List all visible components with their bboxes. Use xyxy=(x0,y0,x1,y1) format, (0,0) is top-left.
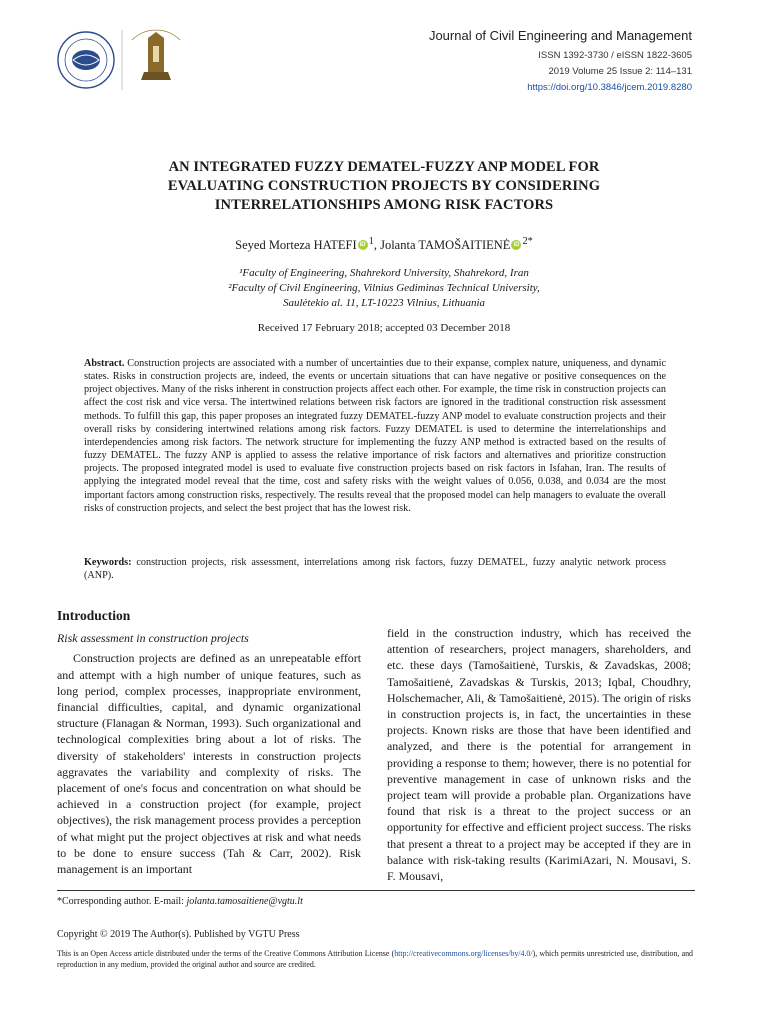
received-dates: Received 17 February 2018; accepted 03 December 2018 xyxy=(257,322,511,334)
subsection-heading: Risk assessment in construction projects xyxy=(57,631,249,646)
abstract-text: Construction projects are associated with a number of uncertainties due to their expanse, complex nature, uniqueness, and dynamic states. Risks in construction projects are, indeed, the events or uncertain situations that can have negative or positive consequences on the project objectives. Many of the risks inherent in construction projects affect each other. For example, the time risk in construction projects can affect the cost risk and vice versa. The intertwined relations between risk factors are ignored in the traditional construction risk assessment methods. To fulfill this gap, this paper proposes an integrated fuzzy DEMATEL-fuzzy ANP model to evaluate construction projects and their overall risks by considering intertwined relations among risk factors. Fuzzy DEMATEL is used to determine the interrelationships and interdependencies among risk factors. The network structure for implementing the fuzzy ANP method is extracted based on the results of fuzzy DEMATEL. The fuzzy ANP is applied to assess the relative importance of risk factors and alternatives and prioritize construction projects. The proposed integrated model is used to evaluate five construction projects based on risk factors in Isfahan, Iran. The results of applying the integrated model reveal that the time, cost and safety risks with the weight values of 0.056, 0.038, and 0.034 are the most important factors among construction risks, respectively. The results reveal that the proposed model can help managers to evaluate the overall risks of construction projects, and select the best project that has the lowest risk. xyxy=(84,358,666,514)
license-link[interactable]: http://creativecommons.org/licenses/by/4.0/ xyxy=(394,949,533,958)
abstract xyxy=(84,357,666,515)
section-heading: Introduction xyxy=(57,608,131,623)
keywords-label: Keywords: xyxy=(84,557,132,568)
affiliations xyxy=(60,266,708,311)
article-title xyxy=(60,158,708,215)
right-column xyxy=(387,625,691,884)
title-line: AN INTEGRATED FUZZY DEMATEL-FUZZY ANP MODEL FOR xyxy=(168,159,600,175)
title-line: EVALUATING CONSTRUCTION PROJECTS BY CONSIDERING xyxy=(167,178,601,194)
affiliation-line: Saulėtekio al. 11, LT-10223 Vilnius, Lithuania xyxy=(282,297,486,309)
doi-link[interactable]: https://doi.org/10.3846/jcem.2019.8280 xyxy=(527,82,692,93)
title-line: INTERRELATIONSHIPS AMONG RISK FACTORS xyxy=(214,197,554,213)
issue-info: 2019 Volume 25 Issue 2: 114–131 xyxy=(548,66,692,77)
corresponding-email[interactable]: jolanta.tamosaitiene@vgtu.lt xyxy=(186,896,303,907)
keywords xyxy=(84,556,666,582)
orcid-icon[interactable]: iD xyxy=(359,242,366,249)
orcid-icon[interactable]: iD xyxy=(513,242,520,249)
journal-header xyxy=(429,28,692,96)
left-column xyxy=(57,608,361,877)
journal-name: Journal of Civil Engineering and Management xyxy=(428,28,692,43)
vgtu-logo-icon xyxy=(56,20,186,98)
body-paragraph: field in the construction industry, which has received the attention of researchers, project managers, shareholders, and etc. these days (Tamošaitienė, Turskis, & Zavadskas, 2008; Tamošaitienė, Zavadskas & Turskis, 2013; Iqbal, Choudhry, Holschemacher, Ali, & Tamošaitienė, 2015). The origin of risks in construction projects is, in fact, the uncertainties in these projects. Known risks are those that have been identified and analyzed, and there is the potential for arrangement in providing a response to them; however, there is no potential for preventive management in case of unknown risks and the project team will provide a probable plan. Organizations have found that risk is a threat to the project success or an opportunity for effective and efficient project success. The risks that present a threat to a project may be accepted if they are in balance with risk-taking results (KarimiAzari, N. Mousavi, S. F. Mousavi, xyxy=(387,626,691,884)
affiliation-mark: 2* xyxy=(522,236,533,247)
author-name: Seyed Morteza HATEFI xyxy=(235,238,357,253)
affiliation-line: ¹Faculty of Engineering, Shahrekord University, Shahrekord, Iran xyxy=(239,267,529,279)
author-name: , Jolanta TAMOŠAITIENĖ xyxy=(373,238,511,253)
footnote-divider xyxy=(57,890,695,891)
affiliation-mark: 1 xyxy=(368,236,374,247)
body-paragraph: Construction projects are defined as an unrepeatable effort and attempt with a high number of unique features, such as long period, complex processes, inappropriate environment, financial difficulties, capital, and dynamic organizational structure (Flanagan & Norman, 1993). Such organizational and technological complexities bring about a lot of risks. The diversity of stakeholders' interests in construction projects aggravates the variability and complexity of risks. The placement of one's focus and concentration on what should be achieved in a construction project (for example, project objectives), the risk management process provides a perception of what might put the project objectives at risk and what needs to be done to ensure success (Tah & Carr, 2002). Risk management is an important xyxy=(57,651,361,877)
copyright: Copyright © 2019 The Author(s). Published by VGTU Press xyxy=(57,929,300,940)
license-text: This is an Open Access article distributed under the terms of the Creative Commons Attribution License (http://creativecommons.org/licenses/by/4.0/), which permits unrestricted use, distribution, and reproduction in any medium, provided the original author and source are credited. xyxy=(57,949,693,969)
keywords-text: construction projects, risk assessment, interrelations among risk factors, fuzzy DEMATEL, fuzzy analytic network process (ANP). xyxy=(84,557,666,582)
corresponding-author-note: *Corresponding author. E-mail: jolanta.tamosaitiene@vgtu.lt xyxy=(57,896,303,907)
abstract-label: Abstract. xyxy=(84,358,125,369)
author-list xyxy=(60,236,708,253)
issn: ISSN 1392-3730 / eISSN 1822-3605 xyxy=(538,50,692,61)
affiliation-line: ²Faculty of Civil Engineering, Vilnius Gediminas Technical University, xyxy=(228,282,540,294)
